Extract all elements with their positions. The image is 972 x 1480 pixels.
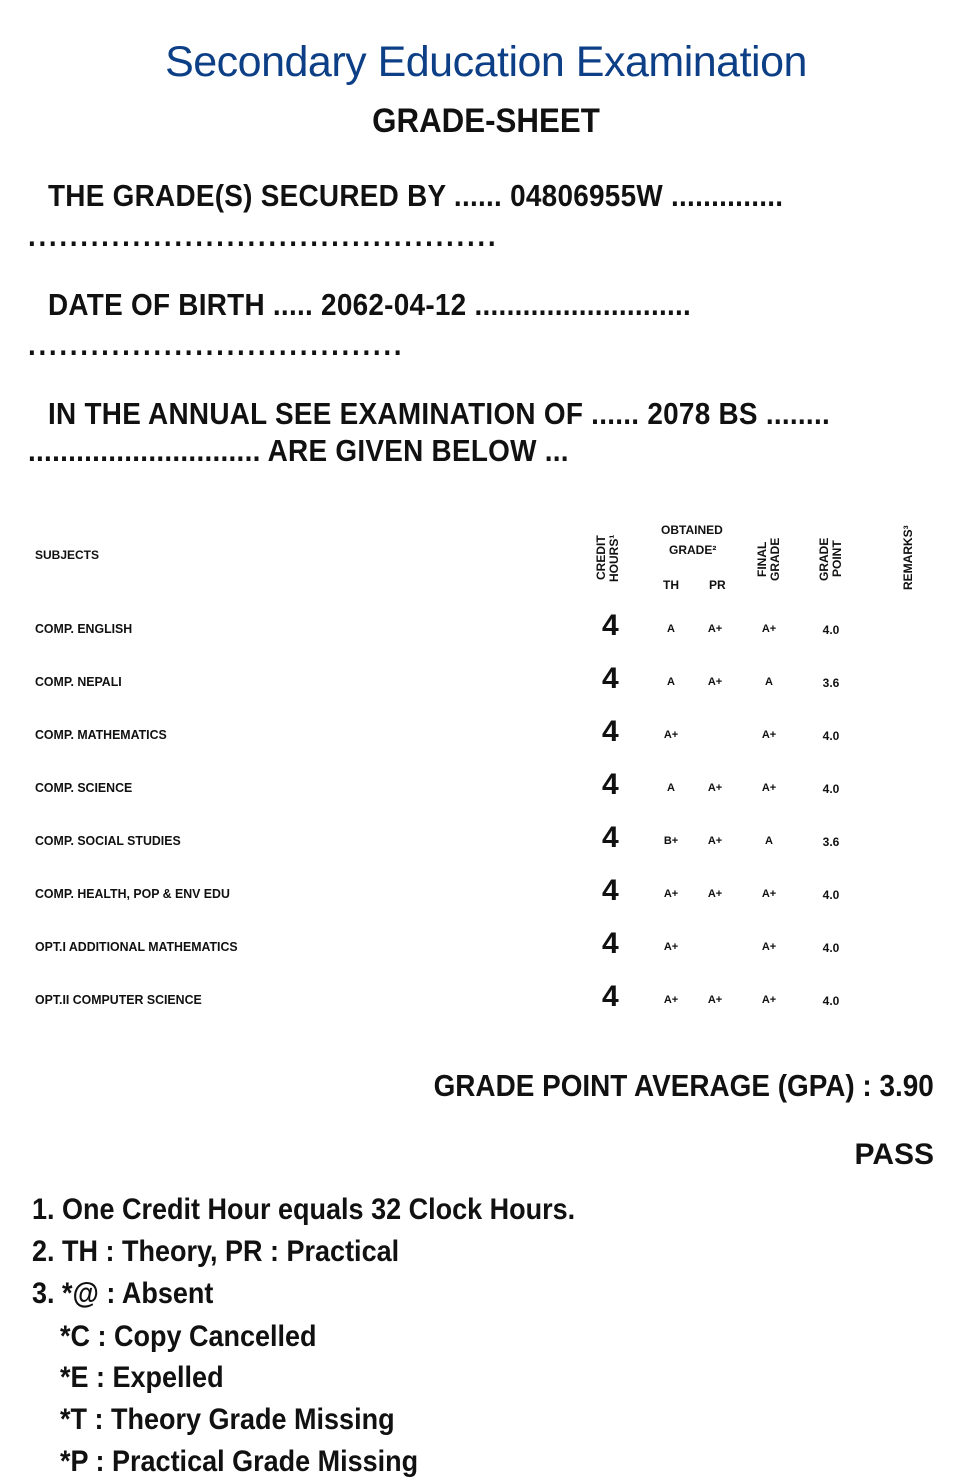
practical-grade-cell: A+ (707, 994, 723, 1006)
credit-hours-cell: 4 (602, 768, 619, 801)
exam-year: 2078 BS (647, 396, 758, 431)
note-theory-missing: *T : Theory Grade Missing (60, 1403, 395, 1436)
theory-grade-cell: A (667, 623, 675, 635)
table-row (0, 662, 972, 698)
final-grade-cell: A+ (761, 782, 777, 794)
exam-title: Secondary Education Examination (165, 38, 807, 86)
final-grade-cell: A+ (761, 888, 777, 900)
credit-hours-cell: 4 (602, 662, 619, 695)
final-grade-cell: A (765, 835, 773, 847)
table-row (0, 980, 972, 1016)
dob-value: 2062-04-12 (321, 287, 467, 322)
credit-hours-cell: 4 (602, 715, 619, 748)
header-subjects: SUBJECTS (35, 548, 100, 562)
practical-grade-cell: A+ (707, 623, 723, 635)
header-credit-hours: CREDIT HOURS¹ (594, 534, 621, 582)
dotted-line: ............................................. (28, 218, 499, 253)
exam-label: IN THE ANNUAL SEE EXAMINATION OF (48, 396, 584, 431)
credit-hours-cell: 4 (602, 821, 619, 854)
grade-point-cell: 4.0 (822, 729, 840, 743)
table-row (0, 874, 972, 910)
header-obtained: OBTAINED (661, 523, 723, 537)
practical-grade-cell: A+ (707, 835, 723, 847)
header-pr: PR (709, 578, 726, 592)
practical-grade-cell: A+ (707, 782, 723, 794)
practical-grade-cell: A+ (707, 676, 723, 688)
theory-grade-cell: A (667, 676, 675, 688)
secured-by-label: THE GRADE(S) SECURED BY (48, 178, 446, 213)
subject-cell: COMP. HEALTH, POP & ENV EDU (35, 886, 230, 901)
subject-cell: OPT.I ADDITIONAL MATHEMATICS (35, 939, 238, 954)
grade-point-cell: 4.0 (822, 941, 840, 955)
symbol-number: 04806955W (510, 178, 663, 213)
theory-grade-cell: A+ (663, 994, 679, 1006)
theory-grade-cell: A (667, 782, 675, 794)
final-grade-cell: A+ (761, 994, 777, 1006)
grade-point-cell: 3.6 (822, 676, 840, 690)
note-2: 2. TH : Theory, PR : Practical (32, 1235, 400, 1268)
grade-sheet-heading: GRADE-SHEET (372, 102, 600, 140)
subject-cell: COMP. NEPALI (35, 674, 122, 689)
note-copy-cancelled: *C : Copy Cancelled (60, 1320, 317, 1353)
grade-point-cell: 4.0 (822, 994, 840, 1008)
dotted-line: .................................... (28, 327, 405, 362)
subject-cell: COMP. MATHEMATICS (35, 727, 167, 742)
header-remarks: REMARKS³ (901, 525, 915, 590)
credit-hours-cell: 4 (602, 609, 619, 642)
dob-line: DATE OF BIRTH ..... 2062-04-12 ........................... (48, 287, 692, 322)
gpa: GRADE POINT AVERAGE (GPA) : 3.90 (433, 1068, 934, 1103)
credit-hours-cell: 4 (602, 874, 619, 907)
header-grade-point: GRADE POINT (817, 537, 844, 581)
subject-cell: COMP. ENGLISH (35, 621, 133, 636)
result-status: PASS (854, 1138, 934, 1171)
table-row (0, 927, 972, 963)
table-row (0, 715, 972, 751)
given-below-label: ARE GIVEN BELOW (267, 433, 537, 468)
subject-cell: COMP. SOCIAL STUDIES (35, 833, 181, 848)
note-expelled: *E : Expelled (60, 1361, 224, 1394)
practical-grade-cell: A+ (707, 888, 723, 900)
given-below-line: ............................. ARE GIVEN BELOW ... (28, 433, 569, 468)
header-grade: GRADE² (669, 543, 717, 557)
note-3: 3. *@ : Absent (32, 1277, 214, 1310)
grade-point-cell: 4.0 (822, 782, 840, 796)
note-practical-missing: *P : Practical Grade Missing (60, 1445, 419, 1478)
credit-hours-cell: 4 (602, 980, 619, 1013)
grade-point-cell: 4.0 (822, 888, 840, 902)
exam-line: IN THE ANNUAL SEE EXAMINATION OF ...... 2078 BS ........ (48, 396, 831, 431)
final-grade-cell: A+ (761, 729, 777, 741)
theory-grade-cell: A+ (663, 941, 679, 953)
table-row (0, 768, 972, 804)
subject-cell: COMP. SCIENCE (35, 780, 133, 795)
grade-point-cell: 3.6 (822, 835, 840, 849)
credit-hours-cell: 4 (602, 927, 619, 960)
header-final-grade: FINAL GRADE (755, 537, 782, 581)
final-grade-cell: A (765, 676, 773, 688)
dob-label: DATE OF BIRTH (48, 287, 265, 322)
subject-cell: OPT.II COMPUTER SCIENCE (35, 992, 202, 1007)
theory-grade-cell: B+ (663, 835, 679, 847)
table-row (0, 821, 972, 857)
final-grade-cell: A+ (761, 623, 777, 635)
header-th: TH (663, 578, 679, 592)
note-1: 1. One Credit Hour equals 32 Clock Hours. (32, 1193, 576, 1226)
grade-point-cell: 4.0 (822, 623, 840, 637)
table-row (0, 609, 972, 645)
final-grade-cell: A+ (761, 941, 777, 953)
secured-by-line: THE GRADE(S) SECURED BY ...... 04806955W .............. (48, 178, 784, 213)
theory-grade-cell: A+ (663, 888, 679, 900)
theory-grade-cell: A+ (663, 729, 679, 741)
